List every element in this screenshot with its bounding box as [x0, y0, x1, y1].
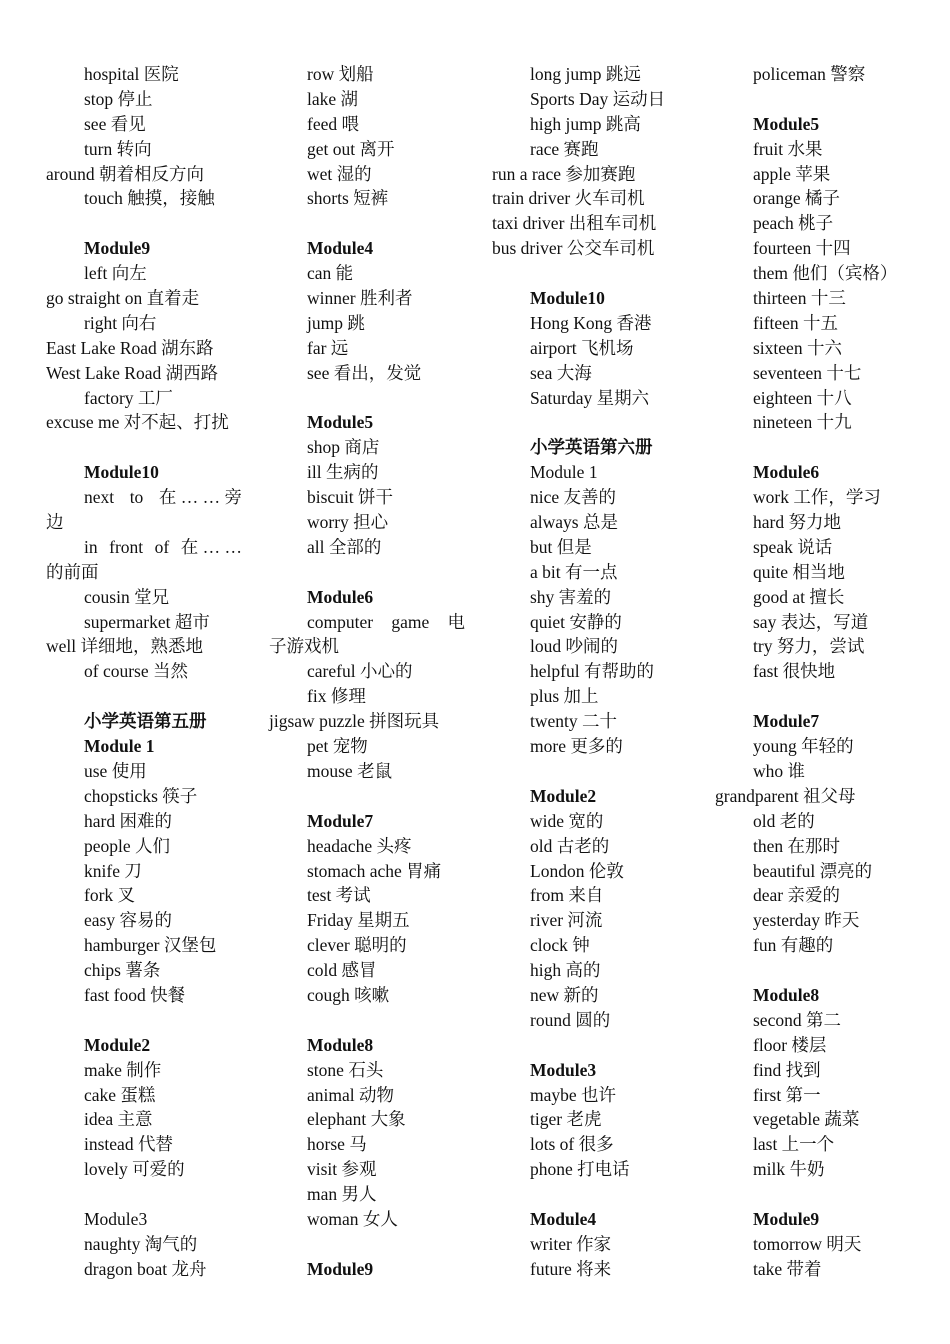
- section-heading: Module6: [307, 586, 374, 607]
- vocab-entry: hospital 医院: [84, 64, 179, 84]
- blank-line: [46, 684, 242, 709]
- vocab-entry: from 来自: [530, 885, 604, 906]
- vocab-entry-part: in: [84, 536, 98, 557]
- vocab-entry: right 向右: [84, 312, 157, 333]
- blank-line: [492, 759, 688, 784]
- section-heading: Module3: [530, 1059, 597, 1080]
- vocab-entry: fruit 水果: [753, 138, 823, 159]
- vocab-entry: orange 橘子: [753, 188, 840, 209]
- section-heading: Module8: [753, 984, 820, 1005]
- vocab-entry: grandparent 祖父母: [715, 785, 856, 806]
- vocab-entry: maybe 也许: [530, 1084, 617, 1105]
- vocab-entry: policeman 警察: [753, 64, 866, 84]
- blank-line: [269, 1232, 465, 1257]
- blank-line: [715, 684, 911, 709]
- vocab-entry: old 古老的: [530, 835, 610, 856]
- vocab-entry: peach 桃子: [753, 213, 834, 234]
- vocab-entry: sixteen 十六: [753, 337, 842, 358]
- blank-line: [46, 1008, 242, 1033]
- vocab-entry: clever 聪明的: [307, 935, 407, 956]
- vocab-entry: horse 马: [307, 1134, 367, 1155]
- vocab-entry: far 远: [307, 337, 349, 358]
- vocab-entry: run a race 参加赛跑: [492, 163, 636, 184]
- vocab-entry: writer 作家: [530, 1233, 612, 1254]
- vocab-entry: eighteen 十八: [753, 387, 852, 408]
- vocab-entry-part: game: [391, 611, 430, 632]
- vocab-entry: jigsaw puzzle 拼图玩具: [269, 711, 440, 732]
- vocab-entry: row 划船: [307, 64, 374, 84]
- blank-line: [715, 958, 911, 983]
- vocab-entry: beautiful 漂亮的: [753, 860, 873, 881]
- vocab-entry: clock 钟: [530, 935, 590, 956]
- vocab-entry: say 表达，写道: [753, 611, 869, 632]
- vocab-entry: knife 刀: [84, 860, 142, 881]
- vocab-entry: Saturday 星期六: [530, 387, 650, 408]
- vocab-entry: lake 湖: [307, 88, 359, 109]
- vocab-entry: plus 加上: [530, 686, 599, 707]
- vocab-entry: tiger 老虎: [530, 1109, 602, 1130]
- vocab-entry: lots of 很多: [530, 1134, 614, 1155]
- vocab-entry: can 能: [307, 263, 354, 284]
- vocab-entry: river 河流: [530, 910, 603, 931]
- vocab-entry: test 考试: [307, 885, 371, 906]
- vocab-entry: feed 喂: [307, 113, 359, 134]
- vocab-entry: West Lake Road 湖西路: [46, 362, 219, 383]
- vocab-entry: hard 努力地: [753, 512, 841, 533]
- vocab-entry: cake 蛋糕: [84, 1084, 156, 1105]
- vocab-entry: but 但是: [530, 536, 592, 557]
- section-heading: Module7: [307, 810, 374, 831]
- vocab-entry: cold 感冒: [307, 960, 377, 981]
- vocab-entry: around 朝着相反方向: [46, 163, 204, 184]
- vocab-entry-part: 在 … … 旁: [158, 487, 242, 508]
- section-heading: Module9: [307, 1258, 374, 1279]
- vocab-entry: vegetable 蔬菜: [753, 1109, 860, 1130]
- vocab-entry: then 在那时: [753, 835, 841, 856]
- vocab-entry: dragon boat 龙舟: [84, 1258, 207, 1279]
- vocab-entry: who 谁: [753, 760, 806, 781]
- vocab-entry: long jump 跳远: [530, 64, 641, 84]
- section-heading: Module6: [753, 462, 820, 483]
- vocab-entry: fifteen 十五: [753, 312, 839, 333]
- vocab-entry: pet 宠物: [307, 736, 368, 757]
- blank-line: [492, 1182, 688, 1207]
- vocab-entry: sea 大海: [530, 362, 592, 383]
- vocab-entry: ill 生病的: [307, 462, 379, 483]
- vocab-entry: Module3: [84, 1208, 148, 1229]
- section-heading: Module4: [307, 238, 374, 259]
- blank-line: [269, 386, 465, 411]
- vocab-entry: man 男人: [307, 1184, 377, 1205]
- vocab-entry: fast food 快餐: [84, 984, 186, 1005]
- vocab-entry: future 将来: [530, 1258, 612, 1279]
- blank-line: [269, 560, 465, 585]
- vocab-entry: [46, 485, 242, 510]
- vocab-entry: easy 容易的: [84, 910, 172, 931]
- vocab-entry: make 制作: [84, 1059, 162, 1080]
- vocab-entry: high jump 跳高: [530, 113, 641, 134]
- vocab-entry: twenty 二十: [530, 711, 618, 732]
- vocab-entry: supermarket 超市: [84, 611, 210, 632]
- vocab-entry: [46, 535, 242, 560]
- vocab-entry: fix 修理: [307, 686, 366, 707]
- blank-line: [269, 211, 465, 236]
- blank-line: [492, 261, 688, 286]
- blank-line: [269, 784, 465, 809]
- vocab-entry-part: to: [129, 487, 144, 508]
- vocab-entry: mouse 老鼠: [307, 760, 393, 781]
- vocab-entry: work 工作，学习: [753, 487, 881, 508]
- vocab-entry-part: next: [84, 487, 115, 508]
- vocab-entry: shy 害羞的: [530, 586, 612, 607]
- vocab-entry: dear 亲爱的: [753, 885, 840, 906]
- blank-line: [46, 211, 242, 236]
- vocab-entry: lovely 可爱的: [84, 1159, 185, 1180]
- vocab-entry: of course 当然: [84, 661, 189, 682]
- section-heading: Module10: [530, 288, 605, 309]
- vocab-column-3: [492, 62, 688, 1282]
- vocab-entry-part: 电: [447, 611, 465, 632]
- vocab-entry: wide 宽的: [530, 810, 604, 831]
- vocab-entry: floor 楼层: [753, 1034, 827, 1055]
- vocab-entry: round 圆的: [530, 1009, 611, 1030]
- blank-line: [715, 1182, 911, 1207]
- vocab-entry: new 新的: [530, 984, 599, 1005]
- vocab-entry: left 向左: [84, 263, 147, 284]
- vocab-entry: old 老的: [753, 810, 815, 831]
- vocab-entry: get out 离开: [307, 138, 395, 159]
- vocab-entry: Friday 星期五: [307, 910, 410, 931]
- section-heading: Module10: [84, 462, 159, 483]
- vocab-entry: good at 擅长: [753, 586, 845, 607]
- vocab-entry: apple 苹果: [753, 163, 831, 184]
- vocab-entry: first 第一: [753, 1084, 821, 1105]
- vocab-entry: second 第二: [753, 1009, 841, 1030]
- vocab-entry: see 看出，发觉: [307, 362, 422, 383]
- vocab-entry: stop 停止: [84, 88, 153, 109]
- vocab-entry-part: of: [154, 536, 170, 557]
- vocab-entry: nice 友善的: [530, 487, 617, 508]
- section-heading: Module8: [307, 1034, 374, 1055]
- section-heading: 小学英语第六册: [530, 437, 653, 458]
- vocab-entry: London 伦敦: [530, 860, 624, 881]
- vocab-entry-part: 在 … …: [180, 536, 242, 557]
- vocab-entry: winner 胜利者: [307, 288, 413, 309]
- section-heading: Module5: [307, 412, 374, 433]
- vocab-entry: thirteen 十三: [753, 288, 846, 309]
- vocab-entry: fun 有趣的: [753, 935, 834, 956]
- vocab-entry: seventeen 十七: [753, 362, 862, 383]
- vocab-entry: headache 头疼: [307, 835, 412, 856]
- vocab-entry: taxi driver 出租车司机: [492, 213, 657, 234]
- vocab-entry: stone 石头: [307, 1059, 384, 1080]
- vocab-entry: Hong Kong 香港: [530, 312, 652, 333]
- vocab-entry: airport 飞机场: [530, 337, 634, 358]
- blank-line: [269, 1008, 465, 1033]
- vocab-entry: loud 吵闹的: [530, 636, 618, 657]
- vocab-entry: touch 触摸，接触: [84, 188, 215, 209]
- vocab-entry: 边: [46, 512, 64, 533]
- vocab-entry: naughty 淘气的: [84, 1233, 198, 1254]
- vocab-entry: stomach ache 胃痛: [307, 860, 442, 881]
- vocab-entry: Module 1: [530, 462, 598, 483]
- section-heading: Module7: [753, 711, 820, 732]
- vocab-entry: always 总是: [530, 512, 618, 533]
- vocab-entry: race 赛跑: [530, 138, 599, 159]
- section-heading: Module2: [530, 785, 597, 806]
- section-heading: Module2: [84, 1034, 151, 1055]
- vocab-entry: idea 主意: [84, 1109, 153, 1130]
- vocab-entry: fork 叉: [84, 885, 136, 906]
- vocab-entry-part: front: [109, 536, 144, 557]
- vocab-entry: find 找到: [753, 1059, 821, 1080]
- section-heading: Module5: [753, 113, 820, 134]
- section-heading: Module4: [530, 1208, 597, 1229]
- vocab-entry: worry 担心: [307, 512, 389, 533]
- vocab-entry: go straight on 直着走: [46, 288, 200, 309]
- vocab-entry: factory 工厂: [84, 387, 173, 408]
- vocab-entry: excuse me 对不起、打扰: [46, 412, 229, 433]
- vocab-entry: see 看见: [84, 113, 146, 134]
- blank-line: [492, 410, 688, 435]
- vocab-entry: take 带着: [753, 1258, 822, 1279]
- vocab-entry: shop 商店: [307, 437, 380, 458]
- blank-line: [715, 87, 911, 112]
- vocab-entry: cousin 堂兄: [84, 586, 170, 607]
- vocab-entry: instead 代替: [84, 1134, 173, 1155]
- vocab-entry: them 他们（宾格）: [753, 263, 898, 284]
- vocab-entry: wet 湿的: [307, 163, 372, 184]
- vocab-entry: East Lake Road 湖东路: [46, 337, 214, 358]
- vocab-entry: shorts 短裤: [307, 188, 389, 209]
- vocab-entry: try 努力，尝试: [753, 636, 865, 657]
- section-heading: 小学英语第五册: [84, 711, 207, 732]
- vocab-entry: more 更多的: [530, 736, 623, 757]
- blank-line: [492, 1033, 688, 1058]
- section-heading: Module9: [753, 1208, 820, 1229]
- vocab-entry: woman 女人: [307, 1208, 398, 1229]
- vocab-entry: quiet 安静的: [530, 611, 622, 632]
- blank-line: [46, 1182, 242, 1207]
- vocab-column-2: [269, 62, 465, 1282]
- vocab-entry: hamburger 汉堡包: [84, 935, 217, 956]
- vocab-entry: last 上一个: [753, 1134, 835, 1155]
- vocab-entry: train driver 火车司机: [492, 188, 645, 209]
- vocab-entry: hard 困难的: [84, 810, 172, 831]
- vocab-entry: milk 牛奶: [753, 1159, 825, 1180]
- vocab-entry: well 详细地，熟悉地: [46, 636, 204, 657]
- vocab-entry: a bit 有一点: [530, 561, 618, 582]
- section-heading: Module9: [84, 238, 151, 259]
- vocab-entry: phone 打电话: [530, 1159, 630, 1180]
- vocab-entry: yesterday 昨天: [753, 910, 860, 931]
- blank-line: [46, 435, 242, 460]
- vocab-entry: high 高的: [530, 960, 601, 981]
- vocab-entry: people 人们: [84, 835, 171, 856]
- vocab-entry: 子游戏机: [269, 636, 339, 657]
- vocab-entry: fourteen 十四: [753, 238, 851, 259]
- vocab-entry: turn 转向: [84, 138, 152, 159]
- vocab-entry: speak 说话: [753, 536, 833, 557]
- vocab-entry: biscuit 饼干: [307, 487, 394, 508]
- vocab-entry: careful 小心的: [307, 661, 413, 682]
- vocab-entry: visit 参观: [307, 1159, 377, 1180]
- vocab-entry: bus driver 公交车司机: [492, 238, 655, 259]
- vocab-entry: elephant 大象: [307, 1109, 406, 1130]
- vocab-entry: nineteen 十九: [753, 412, 852, 433]
- vocab-entry: chips 薯条: [84, 960, 161, 981]
- section-heading: Module 1: [84, 736, 155, 757]
- vocab-entry: young 年轻的: [753, 736, 854, 757]
- vocab-entry: fast 很快地: [753, 661, 836, 682]
- vocab-column-1: [46, 62, 242, 1282]
- vocab-entry-part: computer: [307, 611, 374, 632]
- vocab-entry: quite 相当地: [753, 561, 845, 582]
- vocab-entry: chopsticks 筷子: [84, 785, 198, 806]
- vocab-entry: Sports Day 运动日: [530, 88, 666, 109]
- vocab-entry: 的前面: [46, 561, 99, 582]
- vocab-entry: use 使用: [84, 760, 147, 781]
- vocab-entry: [269, 610, 465, 635]
- vocab-entry: all 全部的: [307, 536, 382, 557]
- blank-line: [715, 435, 911, 460]
- vocab-entry: tomorrow 明天: [753, 1233, 862, 1254]
- vocab-column-4: [715, 62, 911, 1282]
- vocab-entry: cough 咳嗽: [307, 984, 390, 1005]
- vocab-entry: animal 动物: [307, 1084, 394, 1105]
- vocab-entry: jump 跳: [307, 312, 365, 333]
- vocab-entry: helpful 有帮助的: [530, 661, 654, 682]
